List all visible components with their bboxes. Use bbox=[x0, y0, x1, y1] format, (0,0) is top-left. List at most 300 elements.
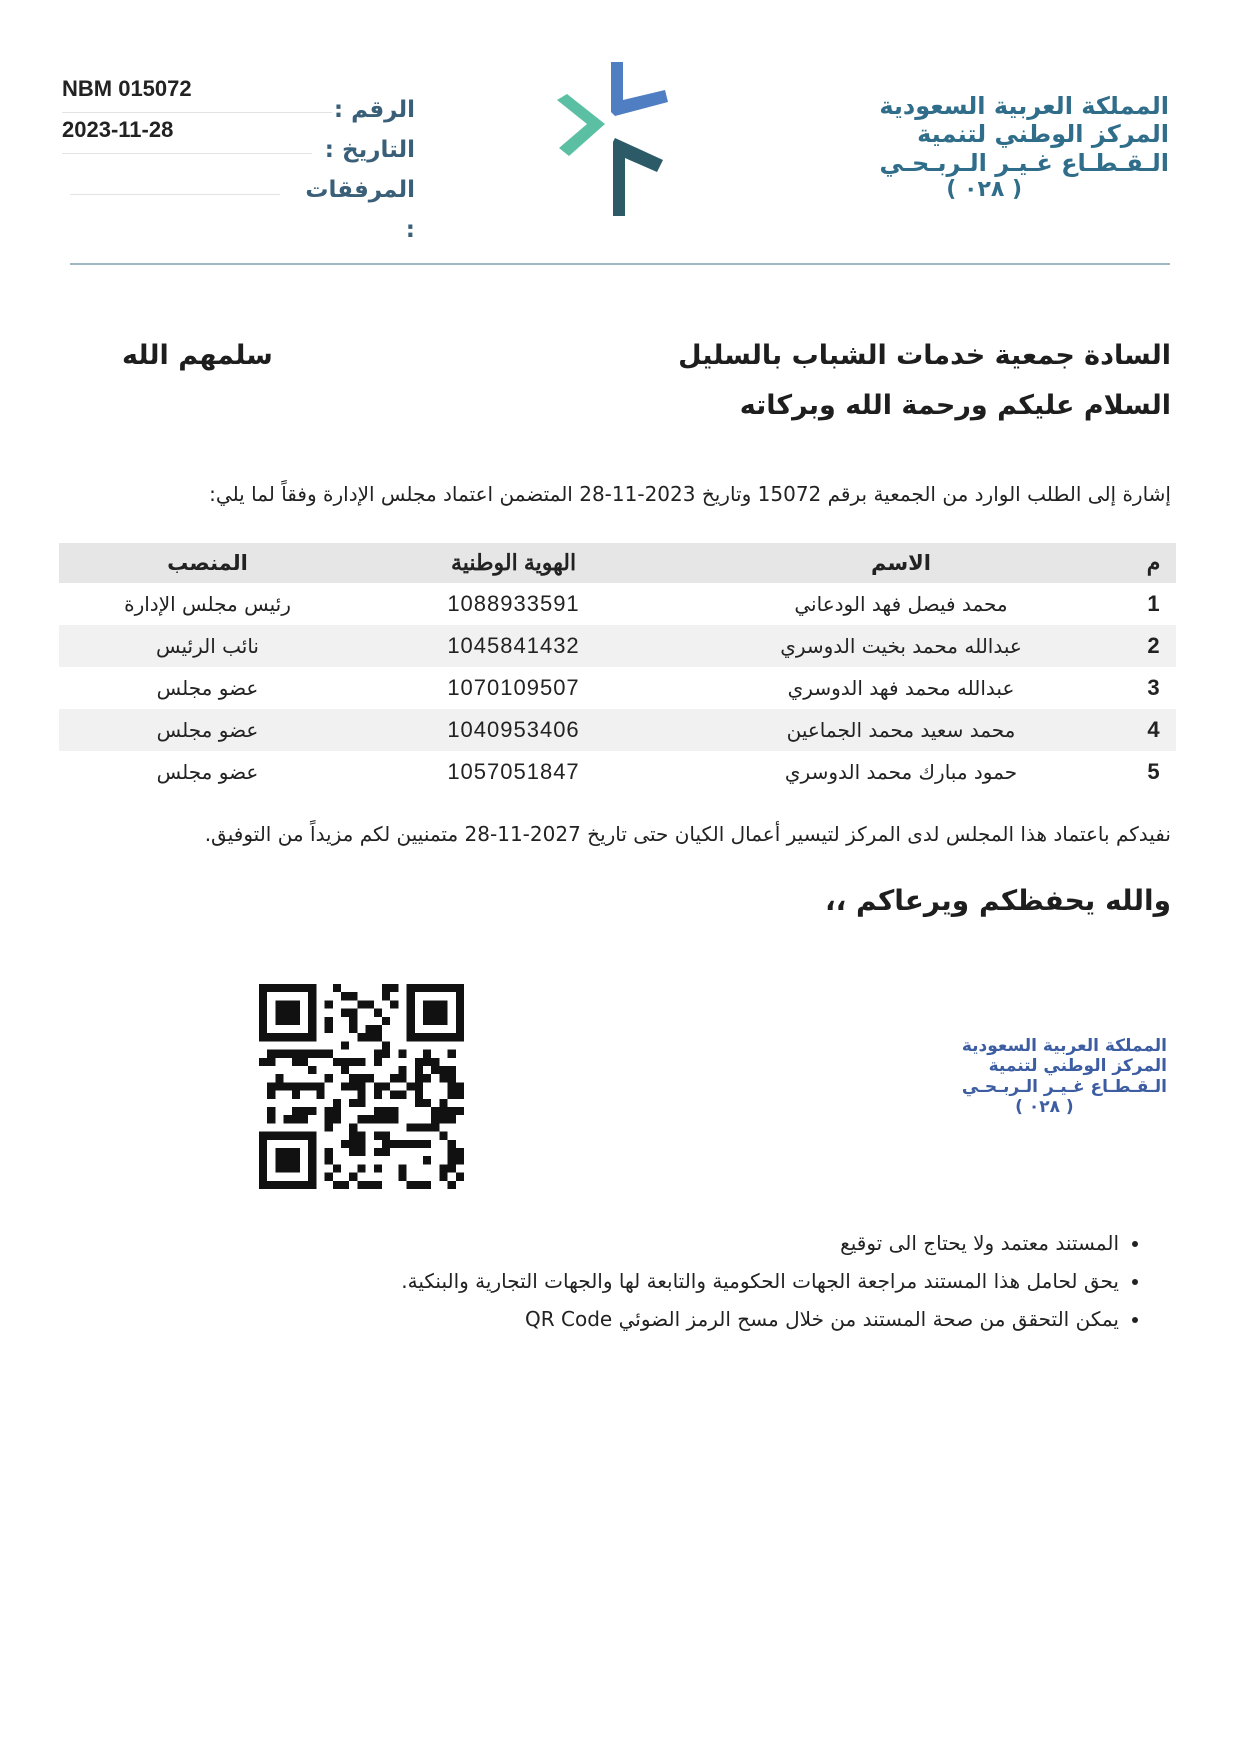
qr-module bbox=[357, 1164, 365, 1172]
qr-module bbox=[267, 1107, 275, 1115]
qr-module bbox=[275, 984, 283, 992]
logo-blue-stroke bbox=[611, 62, 668, 116]
qr-module bbox=[415, 1099, 423, 1107]
header-no: م bbox=[1131, 543, 1176, 583]
qr-module bbox=[325, 1148, 333, 1156]
qr-module bbox=[415, 1140, 423, 1148]
qr-module bbox=[341, 992, 349, 1000]
qr-module bbox=[448, 1033, 456, 1041]
row-no: 5 bbox=[1147, 759, 1160, 784]
qr-module bbox=[308, 1009, 316, 1017]
qr-module bbox=[349, 1148, 357, 1156]
qr-module bbox=[308, 984, 316, 992]
qr-module bbox=[275, 1050, 283, 1058]
qr-module bbox=[423, 1123, 431, 1131]
qr-module bbox=[292, 1009, 300, 1017]
qr-module bbox=[292, 1148, 300, 1156]
stamp-line-center: المركز الوطني لتنمية bbox=[988, 1056, 1167, 1077]
row-name: حمود مبارك محمد الدوسري bbox=[784, 760, 1018, 784]
qr-module bbox=[423, 1017, 431, 1025]
row-no: 1 bbox=[1147, 591, 1160, 616]
qr-module bbox=[308, 1148, 316, 1156]
row-no: 2 bbox=[1131, 625, 1176, 667]
qr-module bbox=[374, 1091, 382, 1099]
qr-module bbox=[439, 1132, 447, 1140]
qr-module bbox=[366, 1025, 374, 1033]
qr-module bbox=[407, 1123, 415, 1131]
logo-dark-stroke bbox=[613, 138, 663, 216]
qr-module bbox=[357, 1033, 365, 1041]
qr-module bbox=[259, 1173, 267, 1181]
qr-module bbox=[341, 1058, 349, 1066]
qr-module bbox=[349, 1009, 357, 1017]
qr-module bbox=[448, 1091, 456, 1099]
qr-module bbox=[398, 1140, 406, 1148]
qr-module bbox=[275, 1181, 283, 1189]
qr-module bbox=[325, 1156, 333, 1164]
row-name: عبدالله محمد بخيت الدوسري bbox=[671, 625, 1131, 667]
qr-module bbox=[349, 1082, 357, 1090]
qr-module bbox=[292, 1017, 300, 1025]
qr-module bbox=[390, 1140, 398, 1148]
org-line-sector: الـقـطـاع غـيـر الـربـحـي bbox=[879, 148, 1169, 177]
header-name: الاسم bbox=[671, 543, 1131, 583]
qr-module bbox=[284, 1181, 292, 1189]
qr-module bbox=[366, 1115, 374, 1123]
qr-module bbox=[456, 1009, 464, 1017]
qr-module bbox=[423, 1009, 431, 1017]
qr-module bbox=[325, 1050, 333, 1058]
qr-module bbox=[439, 984, 447, 992]
qr-module bbox=[325, 1123, 333, 1131]
attachments-label: المرفقات : bbox=[305, 177, 415, 243]
qr-module bbox=[259, 1058, 267, 1066]
org-line-center: المركز الوطني لتنمية bbox=[917, 120, 1169, 149]
org-line-code: ( ٠٢٨ ) bbox=[946, 176, 1023, 202]
qr-module bbox=[374, 1058, 382, 1066]
org-line-country: المملكة العربية السعودية bbox=[879, 92, 1169, 120]
qr-module bbox=[398, 1050, 406, 1058]
qr-module bbox=[423, 984, 431, 992]
qr-module bbox=[382, 1107, 390, 1115]
qr-module bbox=[267, 1082, 275, 1090]
qr-module bbox=[267, 1050, 275, 1058]
digital-stamp bbox=[962, 1036, 1167, 1118]
qr-module bbox=[407, 1025, 415, 1033]
qr-module bbox=[284, 1050, 292, 1058]
qr-module bbox=[292, 1181, 300, 1189]
qr-module bbox=[267, 1033, 275, 1041]
qr-module bbox=[292, 1115, 300, 1123]
qr-module bbox=[300, 1050, 308, 1058]
qr-module bbox=[407, 1181, 415, 1189]
qr-module bbox=[292, 1091, 300, 1099]
stamp-line-code: ( ٠٢٨ ) bbox=[1015, 1097, 1074, 1118]
row-name: عبدالله محمد فهد الدوسري bbox=[787, 676, 1015, 700]
qr-module bbox=[423, 1140, 431, 1148]
qr-module bbox=[390, 1115, 398, 1123]
qr-module bbox=[308, 1140, 316, 1148]
qr-module bbox=[267, 1115, 275, 1123]
row-id: 1040953406 bbox=[356, 709, 671, 751]
qr-module bbox=[284, 1115, 292, 1123]
qr-module bbox=[407, 1140, 415, 1148]
qr-module bbox=[341, 1066, 349, 1074]
number-label: الرقم : bbox=[333, 97, 415, 123]
qr-module bbox=[423, 1074, 431, 1082]
note-item: • المستند معتمد ولا يحتاج الى توقيع bbox=[401, 1224, 1119, 1262]
qr-module bbox=[415, 1074, 423, 1082]
qr-module bbox=[333, 1115, 341, 1123]
qr-module bbox=[366, 1074, 374, 1082]
qr-module bbox=[415, 1033, 423, 1041]
qr-module bbox=[390, 984, 398, 992]
qr-module bbox=[407, 984, 415, 992]
qr-module bbox=[431, 1107, 439, 1115]
qr-module bbox=[333, 1058, 341, 1066]
qr-module bbox=[382, 1140, 390, 1148]
qr-module bbox=[439, 1017, 447, 1025]
qr-module bbox=[415, 1123, 423, 1131]
qr-module bbox=[382, 1115, 390, 1123]
qr-module bbox=[349, 1017, 357, 1025]
row-id: 1088933591 bbox=[447, 591, 580, 616]
qr-module bbox=[448, 1082, 456, 1090]
qr-module bbox=[448, 1074, 456, 1082]
qr-module bbox=[390, 1074, 398, 1082]
qr-module bbox=[382, 1148, 390, 1156]
qr-module bbox=[374, 1009, 382, 1017]
qr-module bbox=[439, 1009, 447, 1017]
qr-module bbox=[275, 1132, 283, 1140]
stamp-line-country: المملكة العربية السعودية bbox=[961, 1036, 1167, 1056]
qr-module bbox=[407, 992, 415, 1000]
qr-module bbox=[357, 1000, 365, 1008]
qr-module bbox=[349, 1058, 357, 1066]
qr-module bbox=[333, 1099, 341, 1107]
attachments-value bbox=[70, 154, 280, 195]
qr-module bbox=[366, 1033, 374, 1041]
qr-module bbox=[292, 984, 300, 992]
qr-module bbox=[431, 1033, 439, 1041]
board-members-table bbox=[59, 543, 1176, 793]
qr-module bbox=[259, 1164, 267, 1172]
qr-module bbox=[267, 1181, 275, 1189]
qr-module bbox=[456, 1000, 464, 1008]
qr-module bbox=[349, 992, 357, 1000]
row-id: 1070109507 bbox=[447, 675, 580, 700]
qr-module bbox=[308, 992, 316, 1000]
qr-module bbox=[439, 1033, 447, 1041]
qr-module bbox=[325, 1173, 333, 1181]
qr-module bbox=[374, 1115, 382, 1123]
qr-module bbox=[431, 1058, 439, 1066]
org-name-block bbox=[879, 92, 1169, 203]
qr-module bbox=[349, 1025, 357, 1033]
qr-module bbox=[456, 1173, 464, 1181]
qr-module bbox=[439, 1000, 447, 1008]
qr-module bbox=[267, 1132, 275, 1140]
qr-module bbox=[259, 1132, 267, 1140]
qr-module bbox=[456, 1017, 464, 1025]
row-no: 4 bbox=[1131, 709, 1176, 751]
qr-module bbox=[292, 1156, 300, 1164]
qr-module bbox=[448, 984, 456, 992]
qr-module bbox=[439, 1164, 447, 1172]
qr-module bbox=[456, 1091, 464, 1099]
qr-module bbox=[374, 1082, 382, 1090]
qr-module bbox=[259, 992, 267, 1000]
table-row bbox=[59, 625, 1176, 667]
qr-module bbox=[382, 1017, 390, 1025]
row-no: 3 bbox=[1147, 675, 1160, 700]
qr-module bbox=[349, 1173, 357, 1181]
closing-line: والله يحفظكم ويرعاكم ،، bbox=[824, 884, 1171, 917]
qr-module bbox=[341, 1181, 349, 1189]
qr-module bbox=[333, 1107, 341, 1115]
meta-values bbox=[62, 72, 332, 195]
qr-module bbox=[275, 1000, 283, 1008]
qr-module bbox=[382, 984, 390, 992]
qr-module bbox=[415, 1091, 423, 1099]
qr-module bbox=[349, 1123, 357, 1131]
qr-module bbox=[390, 1091, 398, 1099]
qr-module bbox=[349, 1099, 357, 1107]
qr-module bbox=[292, 1107, 300, 1115]
qr-module bbox=[308, 1066, 316, 1074]
number-value: NBM 015072 bbox=[62, 72, 332, 113]
footer-notes bbox=[401, 1224, 1141, 1338]
qr-module bbox=[275, 1164, 283, 1172]
qr-module bbox=[374, 1033, 382, 1041]
qr-module bbox=[431, 1123, 439, 1131]
qr-module bbox=[423, 1156, 431, 1164]
qr-module bbox=[423, 1099, 431, 1107]
qr-module bbox=[300, 1132, 308, 1140]
qr-module bbox=[325, 1107, 333, 1115]
qr-module bbox=[341, 1082, 349, 1090]
qr-module bbox=[357, 1058, 365, 1066]
qr-module bbox=[448, 1148, 456, 1156]
qr-module bbox=[357, 1082, 365, 1090]
qr-module bbox=[300, 1058, 308, 1066]
qr-module bbox=[448, 1181, 456, 1189]
qr-module bbox=[341, 1041, 349, 1049]
qr-module bbox=[382, 992, 390, 1000]
qr-module bbox=[300, 1082, 308, 1090]
qr-module bbox=[439, 1173, 447, 1181]
qr-module bbox=[292, 1164, 300, 1172]
qr-module bbox=[275, 1082, 283, 1090]
qr-module bbox=[448, 1050, 456, 1058]
row-position: عضو مجلس bbox=[156, 676, 259, 700]
qr-module bbox=[259, 984, 267, 992]
row-position: عضو مجلس bbox=[156, 760, 259, 784]
qr-module bbox=[456, 1033, 464, 1041]
qr-module bbox=[431, 984, 439, 992]
qr-module bbox=[374, 1050, 382, 1058]
qr-module bbox=[357, 1181, 365, 1189]
qr-module bbox=[308, 1082, 316, 1090]
qr-module bbox=[415, 1082, 423, 1090]
qr-module bbox=[456, 1107, 464, 1115]
qr-module bbox=[374, 1181, 382, 1189]
qr-module bbox=[284, 1000, 292, 1008]
qr-module bbox=[341, 1140, 349, 1148]
qr-module bbox=[439, 1115, 447, 1123]
qr-module bbox=[398, 1074, 406, 1082]
qr-module bbox=[259, 1017, 267, 1025]
row-position: رئيس مجلس الإدارة bbox=[124, 592, 291, 616]
qr-module bbox=[390, 1000, 398, 1008]
qr-module bbox=[398, 1164, 406, 1172]
qr-module bbox=[308, 1132, 316, 1140]
qr-module bbox=[431, 1066, 439, 1074]
qr-module bbox=[267, 1058, 275, 1066]
qr-module bbox=[284, 1009, 292, 1017]
row-id: 1045841432 bbox=[356, 625, 671, 667]
qr-module bbox=[448, 1107, 456, 1115]
approval-notice: نفيدكم باعتماد هذا المجلس لدى المركز لتيسير أعمال الكيان حتى تاريخ 2027-11-28 متمنيين لكم مزيداً من التوفيق. bbox=[204, 822, 1171, 846]
qr-module bbox=[357, 1148, 365, 1156]
qr-module bbox=[382, 1132, 390, 1140]
stamp-line-sector: الـقـطـاع غـيـر الـربـحـي bbox=[961, 1076, 1167, 1097]
qr-module bbox=[284, 1156, 292, 1164]
qr-module bbox=[300, 1107, 308, 1115]
row-position: نائب الرئيس bbox=[59, 625, 356, 667]
qr-module bbox=[349, 1074, 357, 1082]
qr-module bbox=[308, 1025, 316, 1033]
qr-module bbox=[448, 1156, 456, 1164]
qr-module bbox=[259, 1009, 267, 1017]
intro-paragraph: إشارة إلى الطلب الوارد من الجمعية برقم 15072 وتاريخ 2023-11-28 المتضمن اعتماد مجلس الإدارة وفقاً لما يلي: bbox=[209, 482, 1171, 506]
qr-module bbox=[407, 1082, 415, 1090]
qr-module bbox=[407, 1017, 415, 1025]
qr-module bbox=[275, 1074, 283, 1082]
qr-module bbox=[275, 1017, 283, 1025]
qr-module bbox=[366, 1181, 374, 1189]
qr-module bbox=[448, 1115, 456, 1123]
center-logo-icon bbox=[555, 60, 675, 220]
qr-module bbox=[308, 1173, 316, 1181]
qr-module bbox=[300, 1181, 308, 1189]
qr-module bbox=[357, 1074, 365, 1082]
qr-module bbox=[374, 1025, 382, 1033]
qr-module bbox=[284, 1082, 292, 1090]
qr-module bbox=[325, 1000, 333, 1008]
qr-module bbox=[325, 1074, 333, 1082]
qr-module bbox=[284, 984, 292, 992]
qr-module bbox=[374, 1164, 382, 1172]
qr-module bbox=[275, 1156, 283, 1164]
qr-module bbox=[456, 984, 464, 992]
row-name: محمد سعيد محمد الجماعين bbox=[671, 709, 1131, 751]
header-divider bbox=[70, 263, 1170, 265]
qr-module bbox=[259, 1181, 267, 1189]
qr-module bbox=[415, 1058, 423, 1066]
qr-module bbox=[357, 1099, 365, 1107]
qr-module bbox=[431, 1000, 439, 1008]
qr-module bbox=[259, 1148, 267, 1156]
qr-module bbox=[357, 1091, 365, 1099]
qr-module bbox=[325, 1017, 333, 1025]
qr-module bbox=[366, 1000, 374, 1008]
qr-code-icon bbox=[259, 984, 464, 1189]
qr-module bbox=[333, 984, 341, 992]
qr-module bbox=[325, 1115, 333, 1123]
qr-module bbox=[431, 1115, 439, 1123]
qr-module bbox=[284, 1164, 292, 1172]
qr-module bbox=[292, 1033, 300, 1041]
qr-module bbox=[284, 1148, 292, 1156]
qr-module bbox=[374, 1132, 382, 1140]
row-id: 1057051847 bbox=[447, 759, 580, 784]
qr-module bbox=[382, 1050, 390, 1058]
header-id: الهوية الوطنية bbox=[356, 543, 671, 583]
qr-module bbox=[284, 1132, 292, 1140]
table-row bbox=[59, 709, 1176, 751]
qr-module bbox=[300, 1115, 308, 1123]
qr-module bbox=[357, 1132, 365, 1140]
qr-module bbox=[407, 1033, 415, 1041]
qr-module bbox=[423, 1058, 431, 1066]
qr-module bbox=[407, 1009, 415, 1017]
qr-module bbox=[259, 1025, 267, 1033]
qr-module bbox=[333, 1164, 341, 1172]
qr-module bbox=[382, 1041, 390, 1049]
qr-module bbox=[308, 1164, 316, 1172]
qr-module bbox=[423, 1050, 431, 1058]
qr-module bbox=[300, 1033, 308, 1041]
table-row bbox=[59, 583, 1176, 625]
qr-module bbox=[407, 1000, 415, 1008]
qr-module bbox=[431, 1009, 439, 1017]
logo-teal-chevron bbox=[557, 94, 605, 156]
table-row bbox=[59, 667, 1176, 709]
qr-module bbox=[439, 1066, 447, 1074]
qr-module bbox=[423, 1000, 431, 1008]
qr-module bbox=[316, 1050, 324, 1058]
qr-module bbox=[284, 1017, 292, 1025]
qr-module bbox=[341, 1009, 349, 1017]
greeting-end: سلمهم الله bbox=[122, 340, 273, 371]
qr-module bbox=[275, 1033, 283, 1041]
qr-module bbox=[439, 1074, 447, 1082]
row-name: محمد فيصل فهد الودعاني bbox=[794, 592, 1008, 616]
qr-module bbox=[423, 1033, 431, 1041]
header-position: المنصب bbox=[59, 543, 356, 583]
row-position: عضو مجلس bbox=[59, 709, 356, 751]
qr-module bbox=[292, 1000, 300, 1008]
qr-module bbox=[292, 1058, 300, 1066]
qr-module bbox=[349, 1140, 357, 1148]
qr-module bbox=[431, 1017, 439, 1025]
qr-module bbox=[374, 1148, 382, 1156]
qr-module bbox=[267, 1091, 275, 1099]
qr-module bbox=[259, 1033, 267, 1041]
table-header-row bbox=[59, 543, 1176, 583]
qr-module bbox=[316, 1082, 324, 1090]
qr-module bbox=[308, 1181, 316, 1189]
qr-module bbox=[448, 1066, 456, 1074]
qr-module bbox=[292, 1132, 300, 1140]
qr-module bbox=[398, 1091, 406, 1099]
qr-module bbox=[275, 1009, 283, 1017]
qr-module bbox=[259, 1156, 267, 1164]
qr-module bbox=[456, 1148, 464, 1156]
qr-module bbox=[259, 1000, 267, 1008]
qr-module bbox=[308, 1000, 316, 1008]
